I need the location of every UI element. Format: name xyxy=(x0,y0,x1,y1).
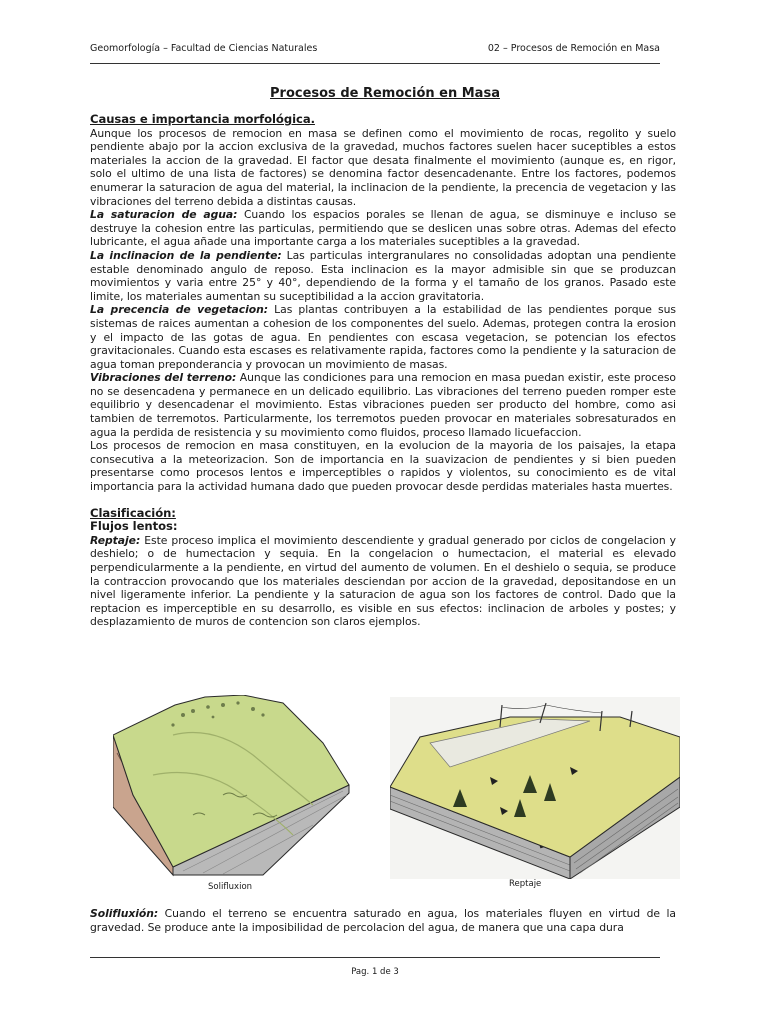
term-slope: La inclinacion de la pendiente: xyxy=(90,248,282,262)
paragraph-closing: Los procesos de remocion en masa constituyen, en la evolucion de la mayoria de los paisajes, la etapa consecutiva a la meteorizacion. Son de importancia en la suavizacion de pendientes y si bien pueden presentarse como procesos lentos e imperceptibles o rapidos y violentos, su conocimiento es de vital importancia para la actividad humana dado que pueden provocar desde perdidas materiales hasta muertes. xyxy=(90,439,676,494)
text-vegetation: Las plantas contribuyen a la estabilidad de las pendientes porque sus sistemas de raices aumentan a cohesion de los componentes del suelo. Ademas, protegen contra la erosion y el impacto de las gotas de agua. En pendientes con escasa vegetacion, se potencian los efectos gravitacionales. Cuando esta escases es relativamente rapida, factores como la pendiente y la saturacion de agua toman preponderancia y provocan un movimiento de masas. xyxy=(90,303,676,371)
paragraph-reptaje xyxy=(90,534,676,629)
reptaje-illustration xyxy=(390,697,680,879)
section-heading-classification: Clasificación: xyxy=(90,505,176,520)
document-title: Procesos de Remoción en Masa xyxy=(270,86,500,101)
term-vegetation: La precencia de vegetacion: xyxy=(90,303,269,317)
header-left: Geomorfología – Facultad de Ciencias Naturales xyxy=(90,43,318,54)
paragraph-water-saturation xyxy=(90,208,676,249)
spacer xyxy=(90,494,676,507)
section-heading-causes: Causas e importancia morfológica. xyxy=(90,112,315,126)
page-number: Pag. 1 de 3 xyxy=(351,967,399,977)
text-vibrations: Aunque las condiciones para una remocion en masa puedan existir, este proceso no se desencadena y permanece en un delicado equilibrio. Las vibraciones del terreno pueden romper este equilibrio y desencadenar el movimiento. Estas vibraciones pueden ser producto del hombre, como asi tambien de terremotos. Particularmente, los terremotos pueden provocar en materiales sobresaturados en agua la perdida de resistencia y su movimiento como fluidos, proceso llamado licuefaccion. xyxy=(90,371,676,439)
paragraph-solifluxion xyxy=(90,907,676,934)
header-rule xyxy=(90,63,660,64)
subheading-slow-flows: Flujos lentos: xyxy=(90,519,178,534)
paragraph-slope xyxy=(90,249,676,303)
text-solifluxion: Cuando el terreno se encuentra saturado en agua, los materiales fluyen en virtud de la gravedad. Se produce ante la imposibilidad de percolacion del agua, de manera que una capa dura xyxy=(90,907,676,934)
caption-reptaje: Reptaje xyxy=(509,879,542,889)
page-header xyxy=(90,43,660,57)
document-body-continued xyxy=(90,907,676,934)
text-water-saturation: Cuando los espacios porales se llenan de agua, se disminuye e incluso se destruye la cohesion entre las particulas, permitiendo que se deslicen unas sobre otras. Ademas del efecto lubricante, el agua añade una importante carga a los materiales suceptibles a la gravedad. xyxy=(90,208,676,249)
text-reptaje: Este proceso implica el movimiento descendiente y gradual generado por ciclos de congelacion y deshielo; o de humectacion y sequia. En la congelacion o humectacion, el material es elevado perpendicularmente a la pendiente, en virtud del aumento de volumen. En el deshielo o sequia, se produce la contraccion provocando que los materiales desciendan por accion de la gravedad, depositandose en un nivel ligeramente inferior. La pendiente y la saturacion de agua son los factores de control. Dado que la reptacion es imperceptible en su desarrollo, es visible en sus efectos: inclinacion de arboles y postes; y desplazamiento de muros de contencion son claros ejemplos. xyxy=(90,533,676,629)
header-right: 02 – Procesos de Remoción en Masa xyxy=(487,43,660,54)
document-body xyxy=(90,113,676,629)
term-vibrations: Vibraciones del terreno: xyxy=(90,371,237,385)
term-solifluxion: Solifluxión: xyxy=(90,907,159,920)
term-reptaje: Reptaje: xyxy=(90,533,141,547)
text-slope: Las particulas intergranulares no consolidadas adoptan una pendiente estable denominado angulo de reposo. Esta inclinacion es la mayor admisible sin que se produzcan movimientos y varia entre 25° y 40°, dependiendo de la forma y el tamaño de los granos. Pasado este limite, los materiales aumentan su suceptibilidad a la accion gravitatoria. xyxy=(90,248,676,303)
solifluxion-illustration xyxy=(113,695,353,878)
paragraph-intro: Aunque los procesos de remocion en masa se definen como el movimiento de rocas, regolito y suelo pendiente abajo por la accion exclusiva de la gravedad, muchos factores suelen hacer suceptibles a estos materiales la accion de la gravedad. El factor que desata finalmente el movimiento (aunque es, en rigor, solo el ultimo de una lista de factores) se denomina factor desencadenante. Entre los factores, podemos enumerar la saturacion de agua del material, la inclinacion de la pendiente, la precencia de vegetacion y las vibraciones del terreno debida a distintas causas. xyxy=(90,126,676,208)
paragraph-vegetation xyxy=(90,303,676,371)
term-water-saturation: La saturacion de agua: xyxy=(90,208,238,222)
caption-solifluxion: Solifluxion xyxy=(208,882,253,892)
footer-rule xyxy=(90,957,660,958)
paragraph-vibrations xyxy=(90,371,676,439)
